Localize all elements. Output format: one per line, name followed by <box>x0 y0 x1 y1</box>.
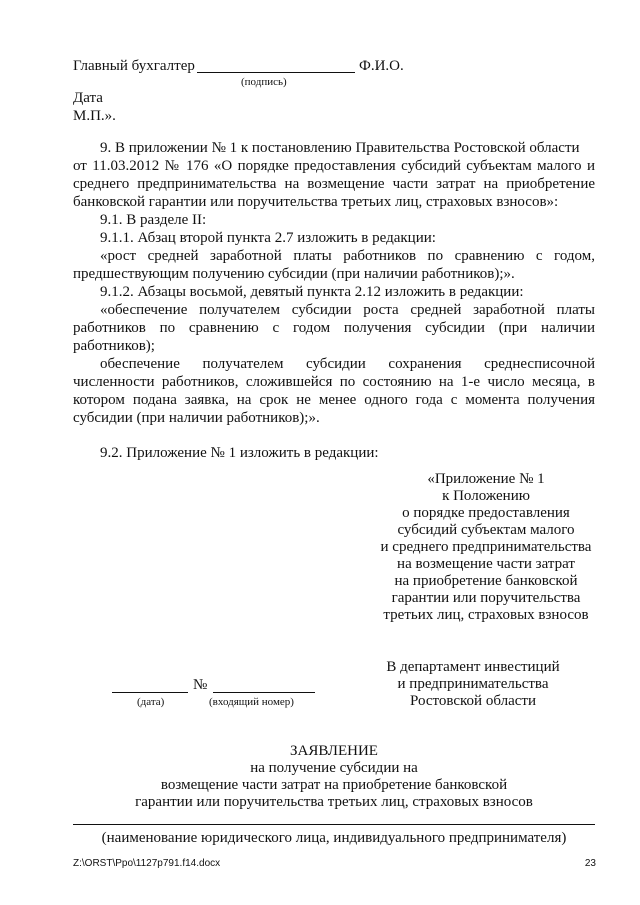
page-number: 23 <box>584 858 596 869</box>
appendix-header-line: на приобретение банковской <box>394 573 578 589</box>
appendix-header-line: гарантии или поручительства <box>391 590 581 606</box>
date-hint: (дата) <box>137 696 165 708</box>
p9-line-2: от 11.03.2012 № 176 «О порядке предоставления субсидий субъектам малого и <box>73 158 595 174</box>
application-line: на получение субсидии на <box>250 760 418 776</box>
addressee-line: Ростовской области <box>410 693 536 709</box>
date-entry-line <box>112 692 188 693</box>
applicant-name-line <box>73 824 595 825</box>
appendix-header <box>370 471 602 624</box>
quote3-line-4: субсидии (при наличии работников);». <box>73 410 320 426</box>
appendix-header-line: к Положению <box>442 488 530 504</box>
number-hint: (входящий номер) <box>209 696 294 708</box>
chief-accountant-label: Главный бухгалтер <box>73 58 195 74</box>
p911-text: 9.1.1. Абзац второй пункта 2.7 изложить в редакции: <box>100 230 436 246</box>
appendix-header-line: третьих лиц, страховых взносов <box>383 607 589 623</box>
footer-file-path: Z:\ORST\Ppo\1127p791.f14.docx <box>73 858 221 869</box>
addressee-block <box>357 659 589 710</box>
appendix-header-line: «Приложение № 1 <box>427 471 545 487</box>
signature-line <box>197 72 355 73</box>
addressee-line: В департамент инвестиций <box>386 659 560 675</box>
applicant-name-hint-text: (наименование юридического лица, индивидуального предпринимателя) <box>101 830 567 846</box>
number-sign: № <box>193 677 208 693</box>
quote1-line-2: предшествующим получению субсидии (при наличии работников);». <box>73 266 515 282</box>
signature-hint: (подпись) <box>241 76 287 88</box>
quote3-line-1: обеспечение получателем субсидии сохранения среднесписочной <box>100 356 595 372</box>
addressee-line: и предпринимательства <box>397 676 549 692</box>
fio-label: Ф.И.О. <box>359 58 404 74</box>
quote1-line-1: «рост средней заработной платы работников по сравнению с годом, <box>100 248 595 264</box>
date-label: Дата <box>73 90 103 106</box>
quote3-line-2: численности работников, сложившейся по состоянию на 1-е число месяца, в <box>73 374 595 390</box>
appendix-header-line: о порядке предоставления <box>402 505 570 521</box>
quote2-line-1: «обеспечение получателем субсидии роста средней заработной платы <box>100 302 595 318</box>
appendix-header-line: на возмещение части затрат <box>397 556 575 572</box>
quote2-line-3: работников); <box>73 338 155 354</box>
quote2-line-2: работников по сравнению с годом получения субсидии (при наличии <box>73 320 595 336</box>
application-block <box>73 743 595 811</box>
p912-text: 9.1.2. Абзацы восьмой, девятый пункта 2.12 изложить в редакции: <box>100 284 524 300</box>
applicant-name-hint <box>73 830 595 847</box>
appendix-header-line: субсидий субъектам малого <box>397 522 575 538</box>
p9-line-3: среднего предпринимательства на возмещение части затрат на приобретение <box>73 176 595 192</box>
application-line: возмещение части затрат на приобретение банковской <box>160 777 508 793</box>
application-line: гарантии или поручительства третьих лиц, страховых взносов <box>135 794 533 810</box>
p9-line-4: банковской гарантии или поручительства третьих лиц, страховых взносов»: <box>73 194 559 210</box>
application-title: ЗАЯВЛЕНИЕ <box>290 743 378 759</box>
p91-text: 9.1. В разделе II: <box>100 212 207 228</box>
appendix-header-line: и среднего предпринимательства <box>380 539 592 555</box>
seal-label: М.П.». <box>73 108 116 124</box>
p9-line-1: 9. В приложении № 1 к постановлению Правительства Ростовской области <box>100 140 580 156</box>
quote3-line-3: котором подана заявка, на срок не менее одного года с момента получения <box>73 392 595 408</box>
number-entry-line <box>213 692 315 693</box>
p92-text: 9.2. Приложение № 1 изложить в редакции: <box>100 445 379 461</box>
